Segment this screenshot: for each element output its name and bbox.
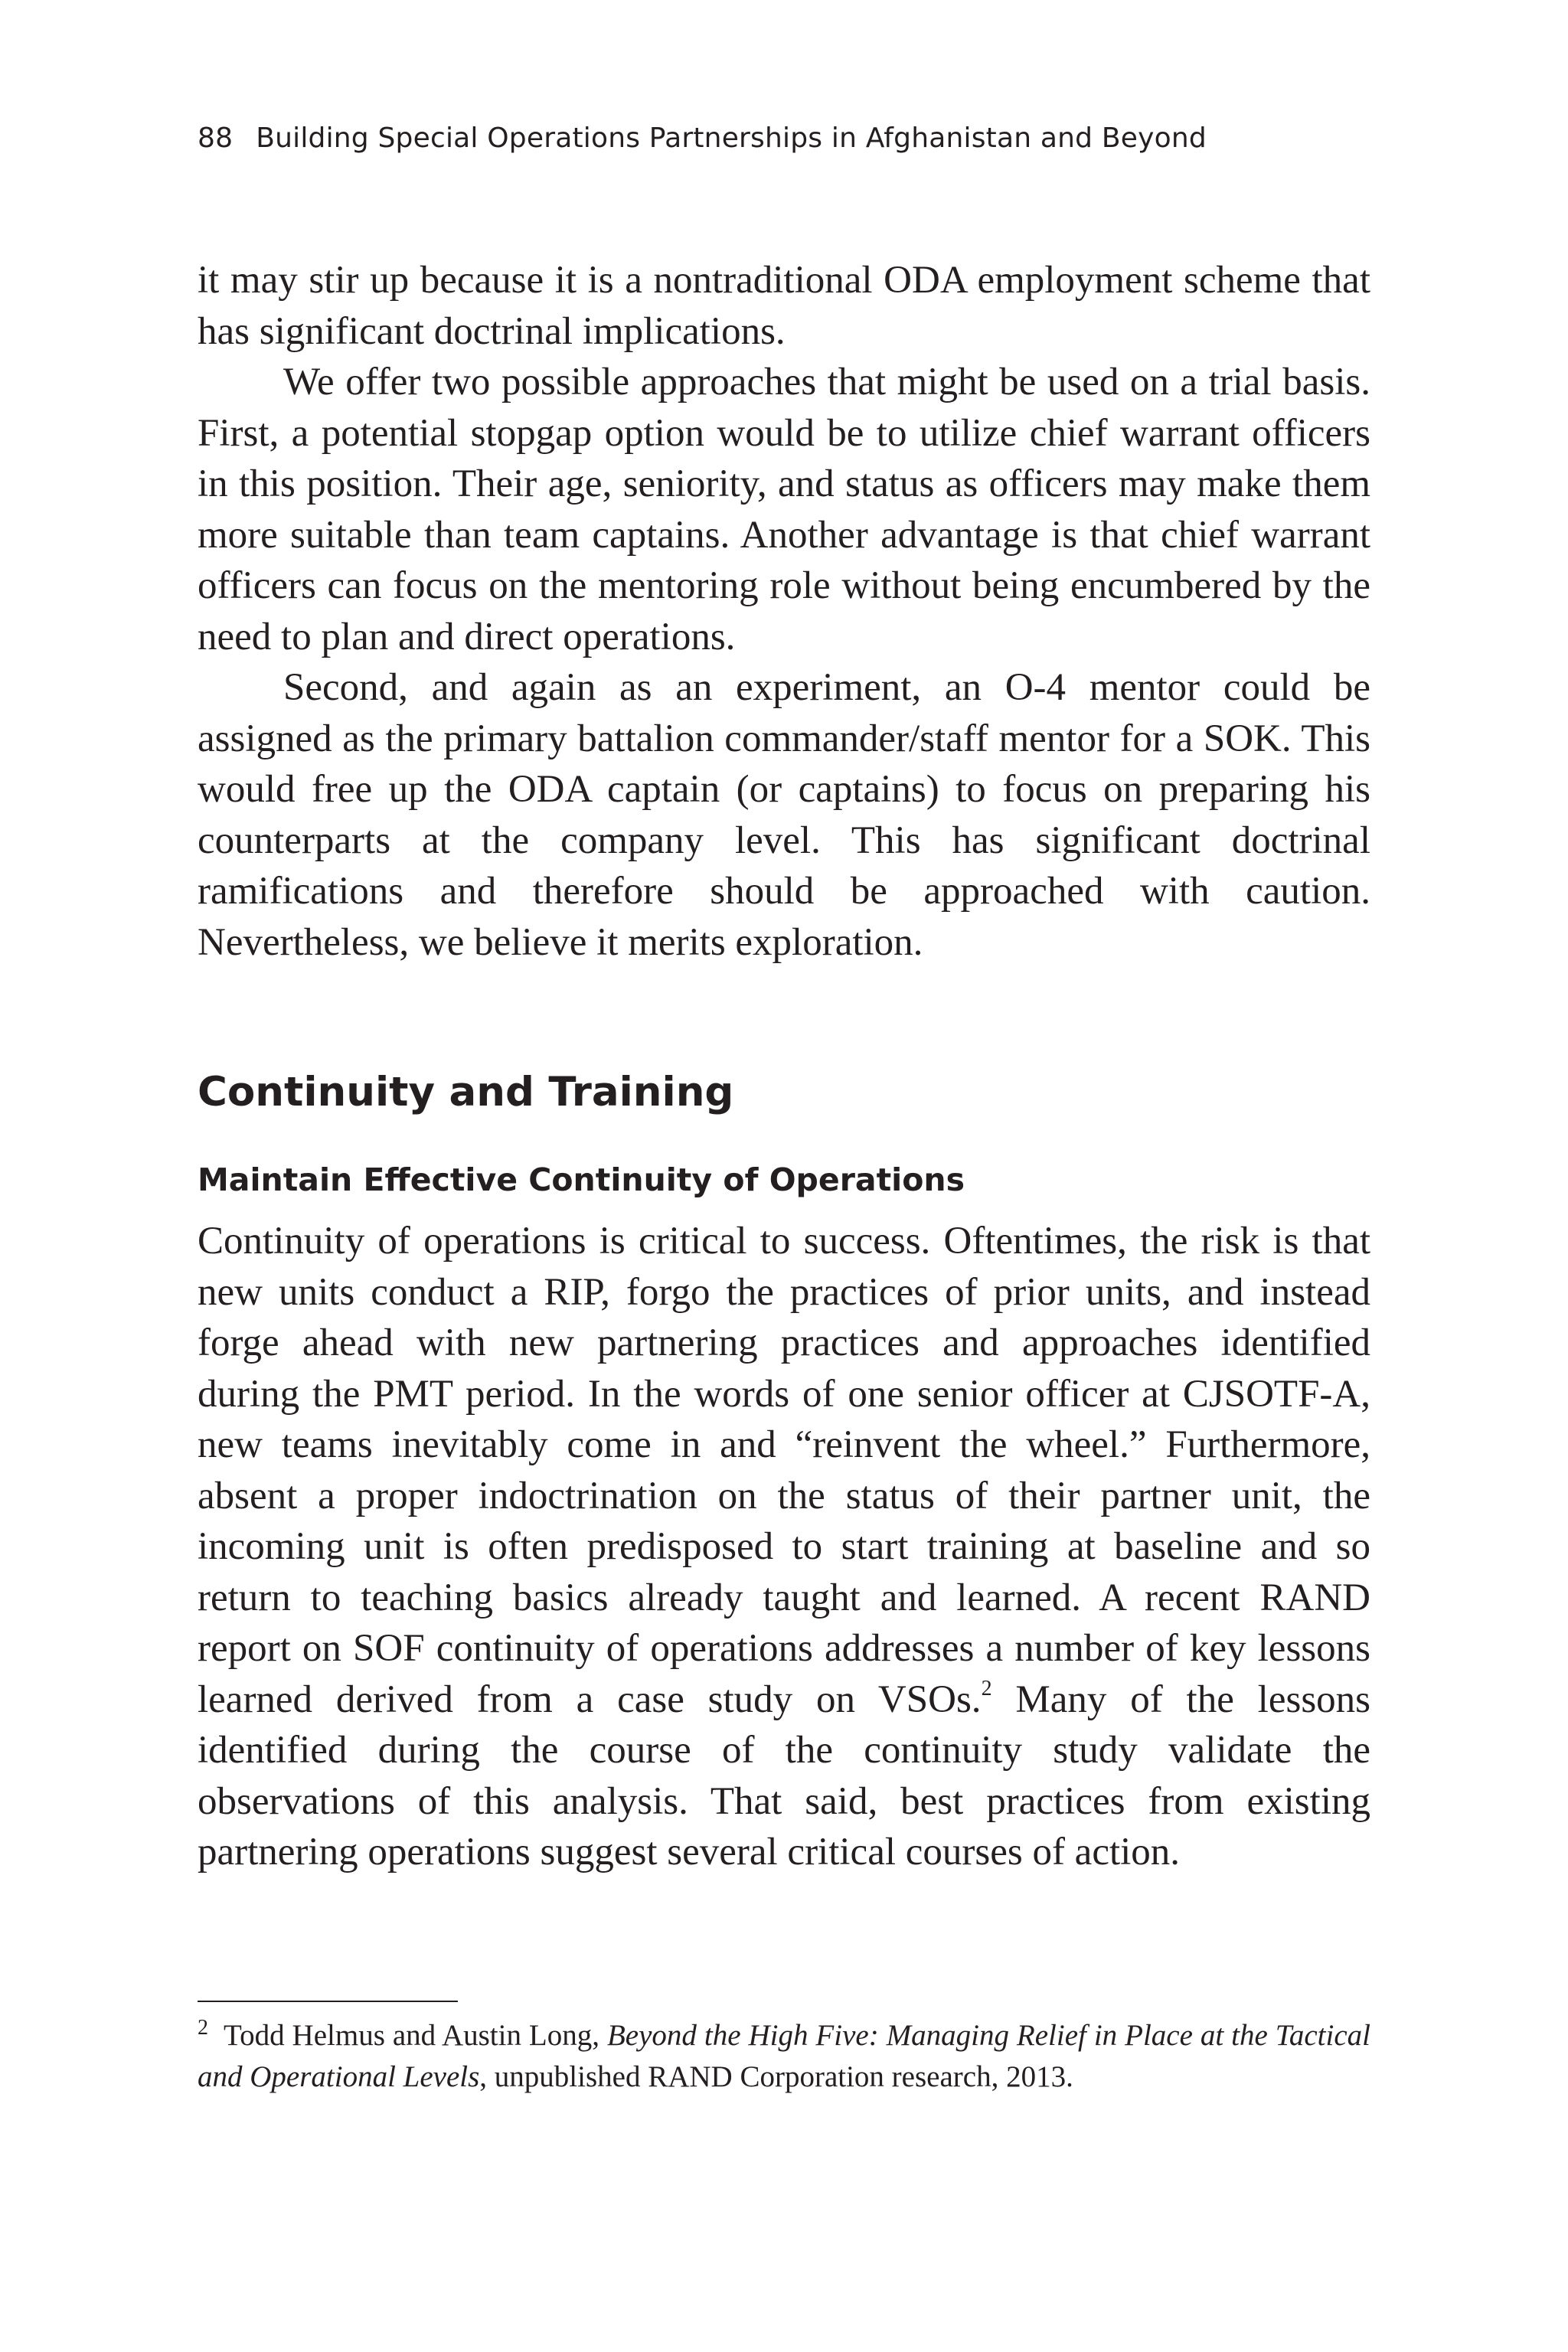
paragraph-continuity [198, 1216, 1370, 1878]
paragraph-continued: it may stir up because it is a nontraditional ODA employment scheme that has significant doctrinal implications. [198, 259, 1370, 353]
footnote-authors: Todd Helmus and Austin Long, [224, 2019, 607, 2052]
running-header [198, 122, 1207, 154]
footnote [198, 2015, 1370, 2098]
body-text-top [198, 255, 1370, 968]
paragraph-continuity-text: Continuity of operations is critical to success. Oftentimes, the risk is that new units conduct a RIP, forgo the practices of prior units, and instead forge ahead with new partnering practices and approaches identified during the PMT period. In the words of one senior officer at CJSOTF-A, new teams inevitably come in and “reinvent the wheel.” Furthermore, absent a proper indoctrination on the status of their partner unit, the incoming unit is often predisposed to start training at baseline and so return to teaching basics already taught and learned. A recent RAND report on SOF continuity of operations addresses a number of key lessons learned derived from a case study on VSOs. [198, 1220, 1370, 1721]
paragraph-approaches: We offer two possible approaches that might be used on a trial basis. First, a potential stopgap option would be to utilize chief warrant officers in this position. Their age, seniority, and status as officers may make them more suitable than team captains. Another advantage is that chief warrant officers can focus on the mentoring role without being encumbered by the need to plan and direct operations. [198, 361, 1370, 658]
subsection-heading: Maintain Effective Continuity of Operations [198, 1161, 965, 1198]
page-number: 88 [198, 122, 234, 154]
footnote-reference: 2 [981, 1676, 992, 1700]
paragraph-continuity-tail: Many of the lessons identified during the course of the continuity study validate the observations of this analysis. That said, best practices from existing partnering operations suggest several critical courses of action. [198, 1677, 1371, 1873]
footnote-number: 2 [198, 2016, 208, 2040]
body-text-section [198, 1216, 1370, 1878]
footnote-publication: , unpublished RAND Corporation research, 2013. [479, 2060, 1073, 2093]
paragraph-second-approach: Second, and again as an experiment, an O-4 mentor could be assigned as the primary battalion commander/staff mentor for a SOK. This would free up the ODA captain (or captains) to focus on preparing his counterparts at the company level. This has significant doctrinal ramifications and therefore should be approached with caution. Nevertheless, we believe it merits exploration. [198, 666, 1370, 964]
footnote-divider [198, 2001, 458, 2002]
footnote-title: Beyond the High Five: Managing Relief in Place at the Tactical and Operational Levels [198, 2019, 1370, 2093]
section-heading: Continuity and Training [198, 1069, 734, 1116]
running-title: Building Special Operations Partnerships in Afghanistan and Beyond [256, 122, 1207, 154]
